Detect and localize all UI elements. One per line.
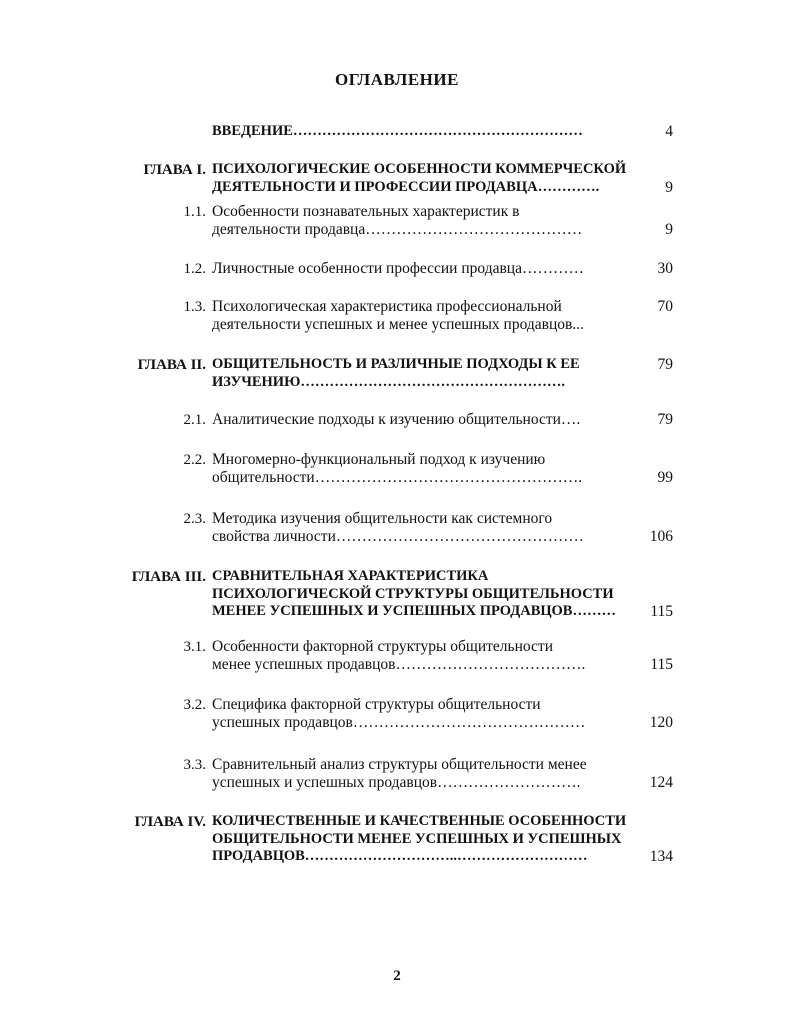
- toc-entry-title-line: КОЛИЧЕСТВЕННЫЕ И КАЧЕСТВЕННЫЕ ОСОБЕННОСТИ: [212, 813, 627, 829]
- toc-entry-label: ГЛАВА III.: [131, 569, 206, 585]
- toc-entry-label: 2.1.: [183, 412, 206, 428]
- toc-entry-page-number: 106: [649, 528, 673, 545]
- toc-entry-label: 3.2.: [183, 697, 206, 713]
- toc-entry-title: [212, 203, 628, 239]
- toc-entry-title-line: деятельности продавца……………………………………: [212, 221, 583, 238]
- toc-entry-title-line: ПСИХОЛОГИЧЕСКОЙ СТРУКТУРЫ ОБЩИТЕЛЬНОСТИ: [212, 585, 614, 602]
- toc-entry-title-line: Аналитические подходы к изучению общительности….: [212, 411, 581, 428]
- toc-entry-label: 3.3.: [183, 757, 206, 773]
- toc-entry-page-number: 120: [649, 714, 673, 731]
- toc-entry-title-line: ПСИХОЛОГИЧЕСКИЕ ОСОБЕННОСТИ КОММЕРЧЕСКОЙ: [212, 161, 627, 177]
- toc-entry-label: ГЛАВА IV.: [134, 814, 206, 830]
- toc-entry-page-number: 99: [657, 469, 673, 486]
- toc-entry-title-line: ДЕЯТЕЛЬНОСТИ И ПРОФЕССИИ ПРОДАВЦА………….: [212, 178, 600, 195]
- toc-entry-title: [212, 756, 628, 792]
- toc-entry-title-line: Многомерно-функциональный подход к изучению: [212, 451, 546, 468]
- toc-entry-label: 1.1.: [183, 204, 206, 220]
- toc-entry-title-line: менее успешных продавцов……………………………….: [212, 656, 586, 673]
- toc-entry-title: [212, 123, 628, 141]
- toc-entry-label: 2.3.: [183, 511, 206, 527]
- toc-entry-label: 1.3.: [183, 299, 206, 315]
- toc-entry-label: ГЛАВА I.: [143, 162, 206, 178]
- toc-entry-label: ГЛАВА II.: [137, 357, 206, 373]
- toc-entry-title-line: общительности…………………………………………….: [212, 469, 583, 486]
- toc-entry-title: [212, 638, 628, 674]
- toc-entry-page-number: 30: [657, 260, 673, 277]
- toc-entry-title: [212, 260, 628, 278]
- toc-entry-page-number: 124: [649, 774, 673, 791]
- toc-entry-title-line: ОБЩИТЕЛЬНОСТЬ И РАЗЛИЧНЫЕ ПОДХОДЫ К ЕЕ: [212, 356, 580, 372]
- toc-entry-page-number: 70: [657, 298, 673, 315]
- toc-entry-title-line: ИЗУЧЕНИЮ……………………………………………….: [212, 373, 566, 390]
- toc-entry-title-line: МЕНЕЕ УСПЕШНЫХ И УСПЕШНЫХ ПРОДАВЦОВ………: [212, 603, 616, 619]
- toc-entry-label: 1.2.: [183, 261, 206, 277]
- toc-entry-title-line: Сравнительный анализ структуры общительности менее: [212, 756, 587, 773]
- toc-entry-title-line: Методика изучения общительности как системного: [212, 510, 553, 527]
- toc-entry-label: 3.1.: [183, 639, 206, 655]
- toc-entry-label: 2.2.: [183, 452, 206, 468]
- toc-entry-page-number: 4: [665, 123, 673, 140]
- toc-entry-page-number: 134: [649, 848, 673, 865]
- page-title: ОГЛАВЛЕНИЕ: [335, 70, 459, 89]
- toc-entry-title: [212, 568, 628, 621]
- toc-entry-title: [212, 510, 628, 546]
- toc-entry-title-line: СРАВНИТЕЛЬНАЯ ХАРАКТЕРИСТИКА: [212, 568, 489, 584]
- toc-entry-title: [212, 813, 628, 866]
- toc-entry-title-line: ОБЩИТЕЛЬНОСТИ МЕНЕЕ УСПЕШНЫХ И УСПЕШНЫХ: [212, 830, 622, 847]
- toc-entry-page-number: 115: [650, 656, 673, 673]
- toc-entry-page-number: 9: [665, 178, 673, 196]
- toc-entry-title-line: успешных продавцов………………………………………: [212, 714, 586, 731]
- toc-entry-title-line: ПРОДАВЦОВ…………………………..………………………: [212, 848, 588, 864]
- toc-entry-title-line: Особенности познавательных характеристик в: [212, 203, 520, 220]
- toc-entry-title: [212, 411, 628, 429]
- toc-entry-title: [212, 298, 628, 334]
- toc-entry-title: [212, 451, 628, 487]
- toc-entry-title-line: Особенности факторной структуры общительности: [212, 638, 553, 655]
- toc-entry-title-line: ВВЕДЕНИЕ……………………………………………………: [212, 123, 583, 139]
- toc-entry-title-line: Личностные особенности профессии продавца…………: [212, 260, 584, 277]
- toc-entry-title-line: свойства личности…………………………………………: [212, 528, 584, 545]
- toc-entry-title: [212, 696, 628, 732]
- toc-entry-page-number: 79: [657, 356, 673, 373]
- toc-entry-title-line: Психологическая характеристика профессиональной: [212, 298, 562, 315]
- toc-entry-page-number: 115: [650, 603, 673, 620]
- footer-page-number: 2: [393, 968, 401, 984]
- toc-entry-title: [212, 356, 628, 391]
- toc-entry-title-line: Специфика факторной структуры общительности: [212, 696, 541, 713]
- toc-entry-page-number: 79: [657, 411, 673, 428]
- toc-entry-page-number: 9: [665, 221, 673, 238]
- toc-entry-title-line: деятельности успешных и менее успешных продавцов...: [212, 316, 584, 333]
- toc-entry-title: [212, 161, 628, 196]
- toc-entry-title-line: успешных и успешных продавцов……………………….: [212, 774, 581, 791]
